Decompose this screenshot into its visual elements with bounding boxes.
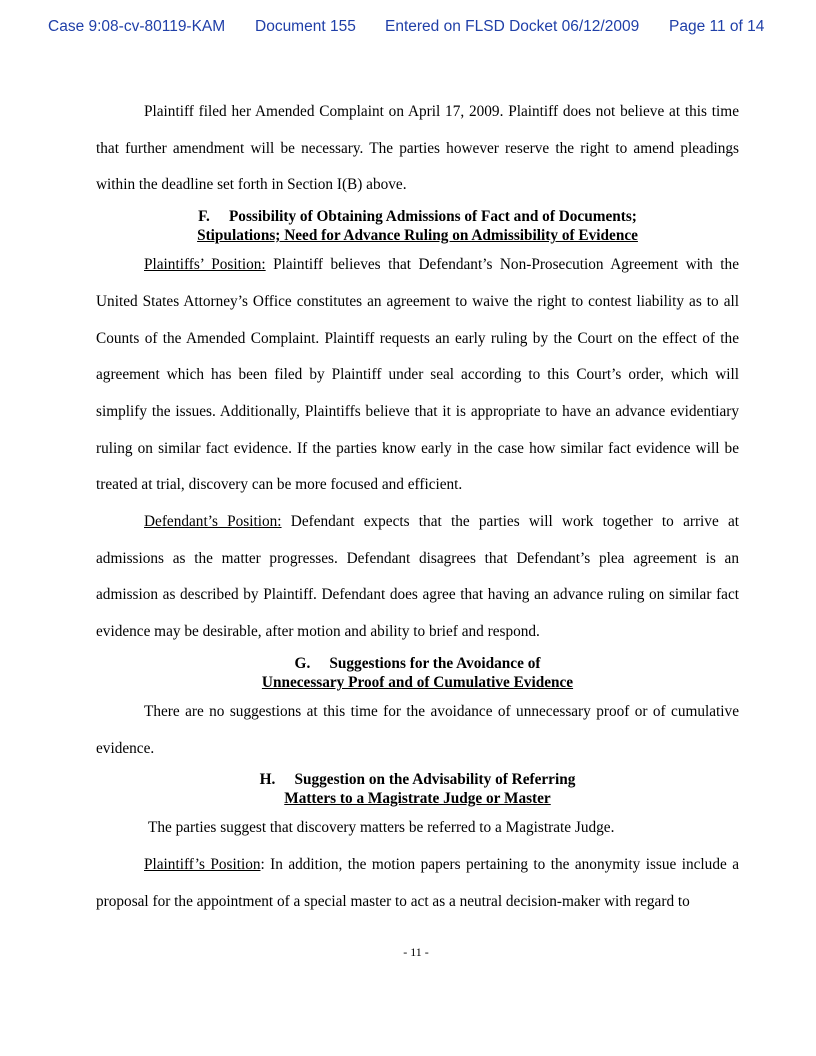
section-h-heading <box>96 770 739 808</box>
docket-entry: Entered on FLSD Docket 06/12/2009 <box>385 18 640 35</box>
section-g-title-line2: Unnecessary Proof and of Cumulative Evidence <box>261 673 574 691</box>
plaintiff-position-2-text: : In addition, the motion papers pertaining to the anonymity issue include a proposal for the appointment of a special master to act as a neutral decision-maker with regard to <box>96 855 739 910</box>
section-f-heading <box>96 207 739 245</box>
section-h-title-line1: H. Suggestion on the Advisability of Referring <box>259 771 576 789</box>
section-g-heading <box>96 654 739 692</box>
defendants-position-label: Defendant’s Position: <box>144 513 282 531</box>
case-number: Case 9:08-cv-80119-KAM <box>48 18 226 35</box>
plaintiff-position-2-label: Plaintiff’s Position <box>144 855 261 873</box>
section-f-title-line1: F. Possibility of Obtaining Admissions of Fact and of Documents; <box>198 208 637 226</box>
document-body <box>96 94 739 920</box>
section-g-title-line1: G. Suggestions for the Avoidance of <box>294 654 541 672</box>
plaintiff-position-2-paragraph <box>96 847 739 920</box>
page-of-total: Page 11 of 14 <box>669 18 765 35</box>
page-number: - 11 - <box>403 945 429 959</box>
magistrate-paragraph: The parties suggest that discovery matters be referred to a Magistrate Judge. <box>148 819 615 837</box>
section-f-title-line2: Stipulations; Need for Advance Ruling on Admissibility of Evidence <box>197 227 638 245</box>
defendants-position-paragraph <box>96 504 739 651</box>
section-h-title-line2: Matters to a Magistrate Judge or Master <box>284 790 551 808</box>
plaintiffs-position-label: Plaintiffs’ Position: <box>144 256 266 274</box>
plaintiffs-position-text: Plaintiff believes that Defendant’s Non-Prosecution Agreement with the United States Attorney’s Office constitutes an agreement to waive the right to contest liability as to all Counts of the Amended Complaint. Plaintiff requests an early ruling by the Court on the effect of the agreement which has been filed by Plaintiff under seal according to this Court’s order, which will simplify the issues. Additionally, Plaintiffs believe that it is appropriate to have an advance evidentiary ruling on similar fact evidence. If the parties know early in the case how similar fact evidence will be treated at trial, discovery can be more focused and efficient. <box>96 256 739 494</box>
document-number: Document 155 <box>255 18 356 35</box>
defendants-position-text: Defendant expects that the parties will work together to arrive at admissions as the matter progresses. Defendant disagrees that Defendant’s plea agreement is an admission as described by Plaintiff. Defendant does agree that having an advance ruling on similar fact evidence may be desirable, after motion and ability to brief and respond. <box>96 513 739 641</box>
avoidance-paragraph: There are no suggestions at this time for the avoidance of unnecessary proof or of cumulative evidence. <box>96 702 739 757</box>
plaintiffs-position-paragraph <box>96 247 739 504</box>
amended-complaint-paragraph: Plaintiff filed her Amended Complaint on April 17, 2009. Plaintiff does not believe at this time that further amendment will be necessary. The parties however reserve the right to amend pleadings within the deadline set forth in Section I(B) above. <box>96 103 739 194</box>
